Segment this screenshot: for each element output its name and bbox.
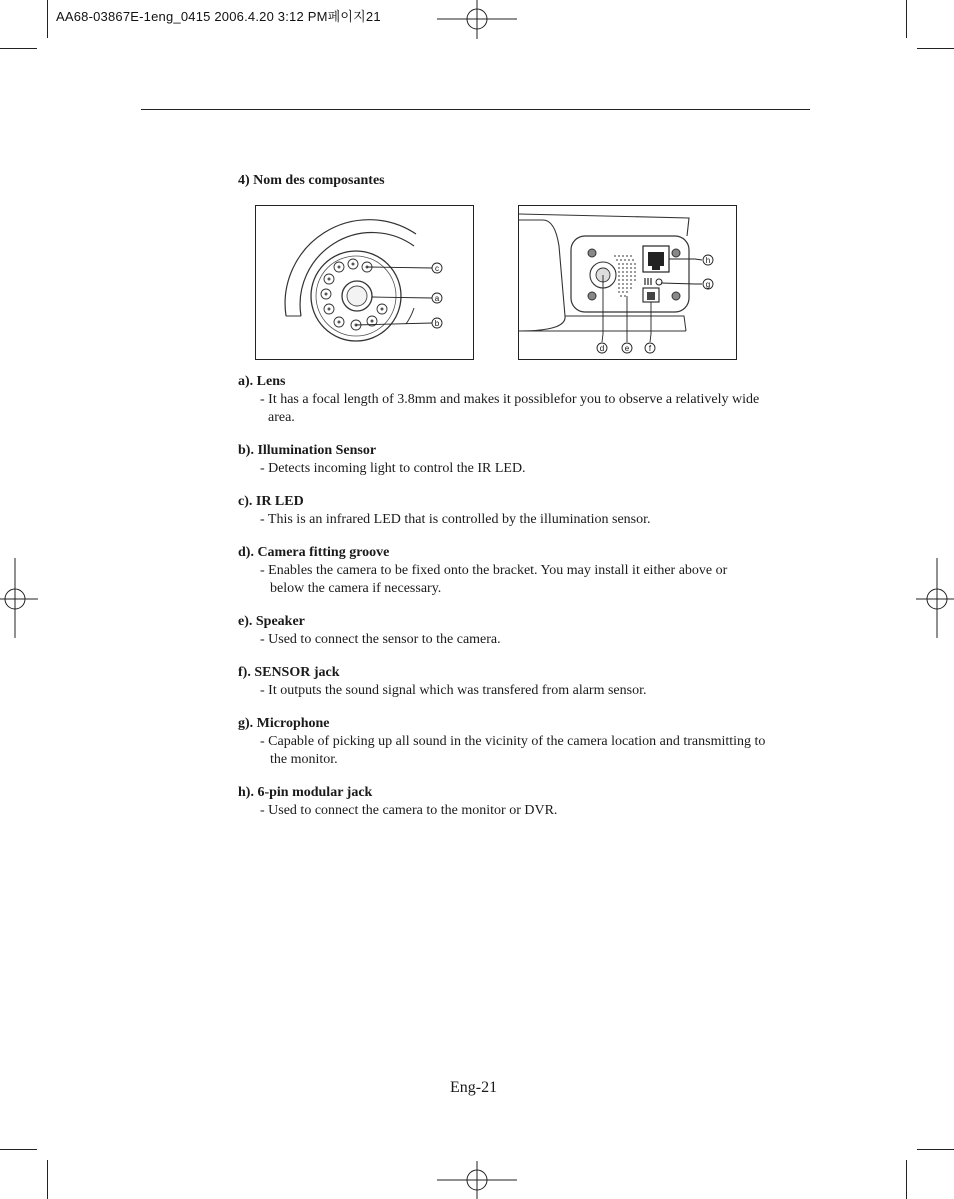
description-line: - It has a focal length of 3.8mm and makes it possiblefor you to observe a relatively wide bbox=[260, 392, 760, 407]
component-item-lens bbox=[238, 373, 818, 427]
callout-e: e bbox=[624, 344, 630, 353]
callout-d: d bbox=[599, 344, 605, 353]
component-title: a). Lens bbox=[238, 374, 286, 389]
callout-g: g bbox=[705, 280, 711, 289]
description-line: - Detects incoming light to control the IR LED. bbox=[260, 461, 526, 476]
callout-b: b bbox=[434, 319, 440, 328]
crop-mark-top-left-v bbox=[47, 0, 48, 38]
registration-mark-bottom bbox=[437, 1160, 519, 1199]
component-title: b). Illumination Sensor bbox=[238, 443, 377, 458]
print-stamp: AA68-03867E-1eng_0415 2006.4.20 3:12 PM페이지21 bbox=[56, 9, 381, 24]
component-description bbox=[238, 631, 818, 649]
registration-mark-left bbox=[0, 558, 40, 640]
component-title: c). IR LED bbox=[238, 494, 304, 509]
component-description bbox=[238, 562, 818, 598]
component-title: f). SENSOR jack bbox=[238, 665, 340, 680]
component-title: d). Camera fitting groove bbox=[238, 545, 390, 560]
crop-mark-bottom-right-v bbox=[906, 1160, 907, 1199]
crop-mark-bottom-left-v bbox=[47, 1160, 48, 1199]
component-description bbox=[238, 391, 818, 427]
description-continuation: area. bbox=[268, 410, 295, 425]
registration-mark-right bbox=[914, 558, 954, 640]
section-title: 4) Nom des composantes bbox=[238, 173, 385, 188]
component-description bbox=[238, 802, 818, 820]
component-title: e). Speaker bbox=[238, 614, 305, 629]
page-number: Eng-21 bbox=[450, 1079, 498, 1096]
component-item-microphone bbox=[238, 715, 818, 769]
description-continuation: below the camera if necessary. bbox=[270, 581, 442, 596]
camera-front-figure bbox=[255, 205, 474, 360]
description-line: - It outputs the sound signal which was transfered from alarm sensor. bbox=[260, 683, 647, 698]
camera-rear-figure bbox=[518, 205, 737, 360]
component-title: g). Microphone bbox=[238, 716, 330, 731]
callout-f: f bbox=[648, 344, 652, 353]
component-item-6-pin-modular-jack bbox=[238, 784, 818, 820]
component-item-ir-led bbox=[238, 493, 818, 529]
component-title: h). 6-pin modular jack bbox=[238, 785, 373, 800]
crop-mark-bottom-right-h bbox=[917, 1149, 954, 1150]
crop-mark-top-left-h bbox=[0, 48, 37, 49]
component-description bbox=[238, 460, 818, 478]
crop-mark-bottom-left-h bbox=[0, 1149, 37, 1150]
component-description bbox=[238, 682, 818, 700]
camera-front-illustration bbox=[256, 206, 473, 359]
description-continuation: the monitor. bbox=[270, 752, 338, 767]
callout-a: a bbox=[434, 294, 440, 303]
callout-h: h bbox=[705, 256, 711, 265]
crop-mark-top-right-h bbox=[917, 48, 954, 49]
description-line: - Capable of picking up all sound in the vicinity of the camera location and transmitting to bbox=[260, 734, 766, 749]
registration-mark-top bbox=[437, 0, 519, 40]
component-list bbox=[238, 373, 818, 835]
crop-mark-top-right-v bbox=[906, 0, 907, 38]
component-description bbox=[238, 733, 818, 769]
description-line: - Used to connect the sensor to the camera. bbox=[260, 632, 501, 647]
description-line: - Enables the camera to be fixed onto the bracket. You may install it either above or bbox=[260, 563, 728, 578]
component-item-speaker bbox=[238, 613, 818, 649]
callout-c: c bbox=[435, 264, 439, 273]
description-line: - Used to connect the camera to the monitor or DVR. bbox=[260, 803, 558, 818]
component-item-camera-fitting-groove bbox=[238, 544, 818, 598]
camera-rear-illustration bbox=[519, 206, 736, 359]
component-item-sensor-jack bbox=[238, 664, 818, 700]
component-description bbox=[238, 511, 818, 529]
component-item-illumination-sensor bbox=[238, 442, 818, 478]
description-line: - This is an infrared LED that is controlled by the illumination sensor. bbox=[260, 512, 651, 527]
header-rule bbox=[141, 109, 810, 110]
